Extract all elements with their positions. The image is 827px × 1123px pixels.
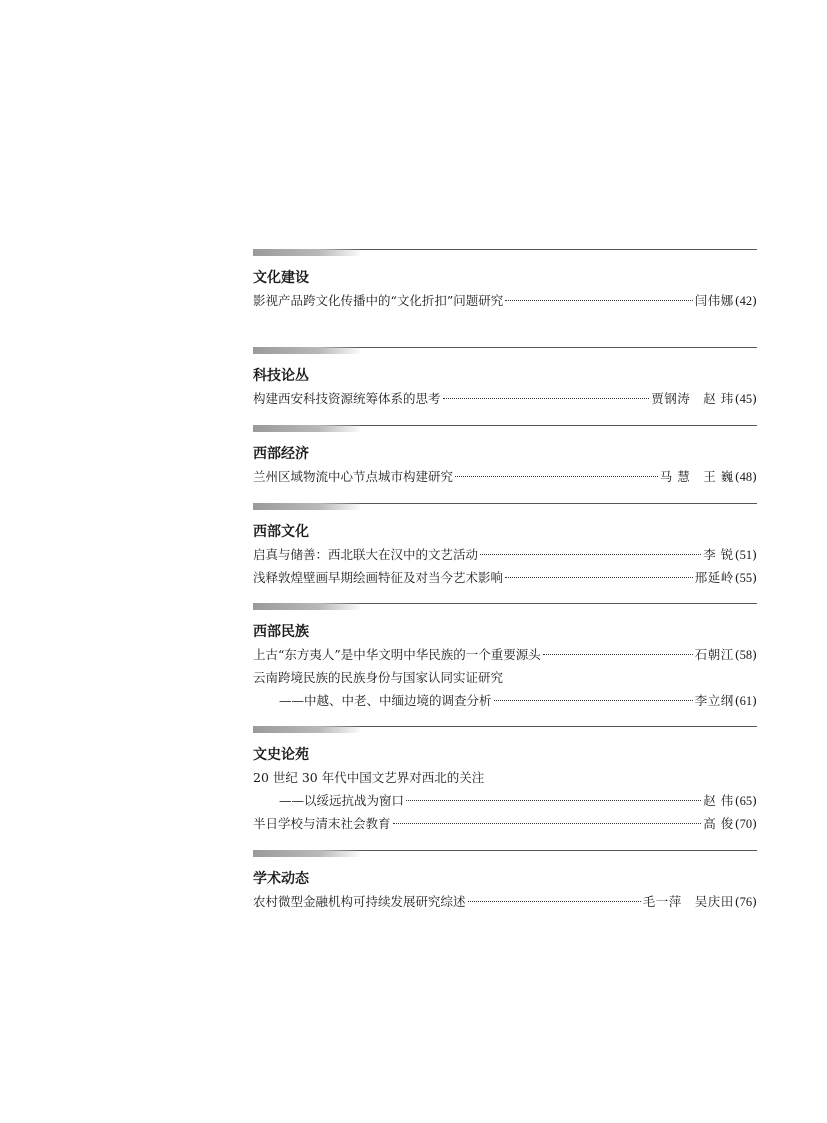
entry-author: 石朝江 bbox=[694, 647, 734, 662]
entry-page: (45) bbox=[734, 391, 757, 406]
toc-entry[interactable] bbox=[253, 789, 757, 812]
entry-subtitle: ——中越、中老、中缅边境的调查分析 bbox=[279, 693, 492, 708]
toc-section-western-culture bbox=[253, 502, 757, 589]
toc-entry[interactable] bbox=[253, 289, 757, 312]
entry-title: 农村微型金融机构可持续发展研究综述 bbox=[253, 894, 466, 909]
entry-page: (58) bbox=[734, 647, 757, 662]
dot-leader bbox=[505, 577, 693, 578]
section-rule bbox=[253, 602, 757, 610]
entry-page: (70) bbox=[734, 816, 757, 831]
dot-leader bbox=[468, 901, 641, 902]
entry-page: (55) bbox=[734, 570, 757, 585]
section-heading: 科技论丛 bbox=[253, 368, 309, 384]
dot-leader bbox=[443, 398, 650, 399]
page-number: 48 bbox=[739, 470, 753, 484]
section-heading: 文化建设 bbox=[253, 270, 309, 286]
entry-page: (51) bbox=[734, 547, 757, 562]
toc-section-culture-construction bbox=[253, 248, 757, 312]
entry-title: 启真与储善：西北联大在汉中的文艺活动 bbox=[253, 547, 479, 562]
page-number: 45 bbox=[739, 392, 753, 406]
entry-page: (42) bbox=[734, 293, 757, 308]
toc-entry[interactable] bbox=[253, 543, 757, 566]
toc-entry[interactable] bbox=[253, 812, 757, 835]
entry-author: 赵 伟 bbox=[703, 793, 734, 808]
entry-author: 马 慧 王 巍 bbox=[659, 469, 734, 484]
entry-page: (76) bbox=[734, 894, 757, 909]
section-rule bbox=[253, 424, 757, 432]
entry-title: 半日学校与清末社会教育 bbox=[253, 816, 391, 831]
entry-author: 高 俊 bbox=[703, 816, 734, 831]
entry-author: 李立纲 bbox=[694, 693, 734, 708]
entry-title-line[interactable]: 云南跨境民族的民族身份与国家认同实证研究 bbox=[253, 670, 504, 685]
toc-entry[interactable] bbox=[253, 387, 757, 410]
entry-author: 邢延岭 bbox=[694, 570, 734, 585]
page-number: 65 bbox=[739, 794, 753, 808]
toc-section-western-economy bbox=[253, 424, 757, 488]
entry-title: 兰州区域物流中心节点城市构建研究 bbox=[253, 469, 454, 484]
page-number: 70 bbox=[739, 817, 753, 831]
entry-author: 贾钢涛 赵 玮 bbox=[651, 391, 734, 406]
toc-entry[interactable] bbox=[253, 890, 757, 913]
section-rule bbox=[253, 346, 757, 354]
section-rule bbox=[253, 725, 757, 733]
section-rule bbox=[253, 248, 757, 256]
page-number: 58 bbox=[739, 648, 753, 662]
section-heading: 文史论苑 bbox=[253, 747, 309, 763]
entry-page: (48) bbox=[734, 469, 757, 484]
section-rule bbox=[253, 502, 757, 510]
toc-section-science-forum bbox=[253, 346, 757, 410]
toc-entry[interactable] bbox=[253, 465, 757, 488]
toc-section-western-ethnic bbox=[253, 602, 757, 712]
entry-author: 毛一萍 吴庆田 bbox=[642, 894, 734, 909]
dot-leader bbox=[494, 700, 693, 701]
section-heading: 西部经济 bbox=[253, 446, 309, 462]
page-number: 51 bbox=[739, 548, 753, 562]
entry-author: 李 锐 bbox=[703, 547, 734, 562]
toc-section-literature-history bbox=[253, 725, 757, 835]
section-heading: 学术动态 bbox=[253, 871, 309, 887]
section-rule bbox=[253, 849, 757, 857]
entry-title: 上古“东方夷人”是中华文明中华民族的一个重要源头 bbox=[253, 647, 541, 662]
entry-title: 构建西安科技资源统筹体系的思考 bbox=[253, 391, 441, 406]
table-of-contents bbox=[253, 248, 757, 913]
entry-subtitle: ——以绥远抗战为窗口 bbox=[279, 793, 405, 808]
dot-leader bbox=[505, 300, 692, 301]
entry-title: 浅释敦煌壁画早期绘画特征及对当今艺术影响 bbox=[253, 570, 504, 585]
toc-entry[interactable] bbox=[253, 566, 757, 589]
section-heading: 西部文化 bbox=[253, 524, 309, 540]
dot-leader bbox=[455, 476, 658, 477]
toc-entry[interactable] bbox=[253, 643, 757, 666]
entry-page: (65) bbox=[734, 793, 757, 808]
page-number: 42 bbox=[739, 294, 753, 308]
dot-leader bbox=[406, 800, 701, 801]
page-number: 76 bbox=[739, 895, 753, 909]
entry-page: (61) bbox=[734, 693, 757, 708]
dot-leader bbox=[543, 654, 693, 655]
page-number: 61 bbox=[739, 694, 753, 708]
dot-leader bbox=[393, 823, 702, 824]
entry-author: 闫伟娜 bbox=[694, 293, 734, 308]
entry-title: 影视产品跨文化传播中的“文化折扣”问题研究 bbox=[253, 293, 504, 308]
toc-section-academic-news bbox=[253, 849, 757, 913]
page-number: 55 bbox=[739, 571, 753, 585]
section-heading: 西部民族 bbox=[253, 624, 309, 640]
entry-title-line[interactable]: 20 世纪 30 年代中国文艺界对西北的关注 bbox=[253, 770, 485, 785]
dot-leader bbox=[480, 554, 701, 555]
toc-entry[interactable] bbox=[253, 689, 757, 712]
